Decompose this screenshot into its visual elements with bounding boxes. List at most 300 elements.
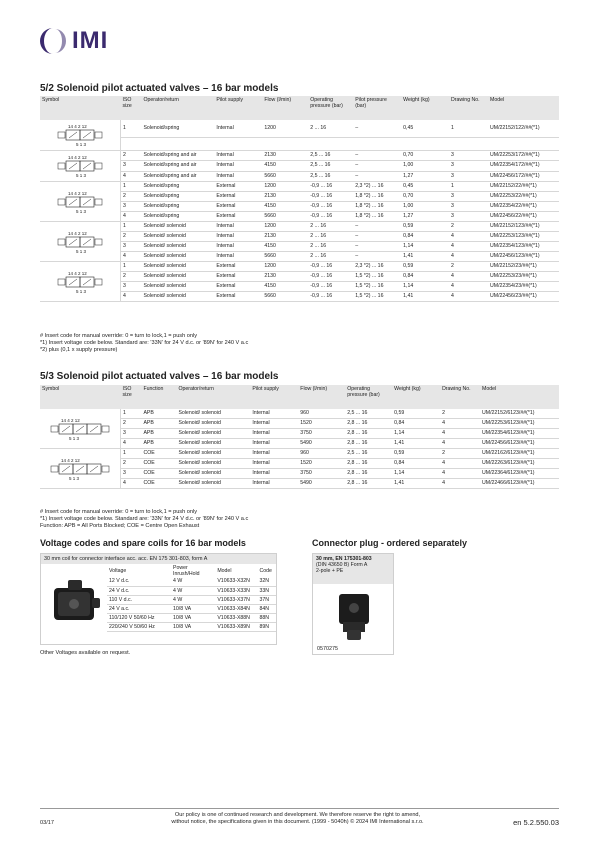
table-cell: Solenoid/ solenoid xyxy=(176,439,250,449)
table-cell: UM/22152/122/##(*1) xyxy=(488,120,559,138)
table-cell: UM/22253/6123/##(*1) xyxy=(480,419,559,429)
section1-title: 5/2 Solenoid pilot actuated valves – 16 bar models xyxy=(40,83,279,94)
table-cell: Solenoid/ solenoid xyxy=(141,252,214,262)
table-cell: UM/22354/23/##(*1) xyxy=(488,282,559,292)
symbol-cell xyxy=(40,449,121,489)
coil-cell: 10/8 VA xyxy=(171,604,215,613)
table-cell: Solenoid/ solenoid xyxy=(176,469,250,479)
footer-line1: Our policy is one of continued research and development. We therefore reserve the right to amend, xyxy=(174,812,421,818)
table-cell: 1,27 xyxy=(401,171,449,181)
table-cell: 2,3 *2) ... 16 xyxy=(353,182,401,192)
table-cell: UM/22263/6123/##(*1) xyxy=(480,459,559,469)
coil-cell: 37N xyxy=(257,595,276,604)
coil-cell: 24 V a.c. xyxy=(107,604,171,613)
table-cell: -0,9 ... 16 xyxy=(308,282,353,292)
table-cell: 1,14 xyxy=(392,429,440,439)
table-cell: 2130 xyxy=(262,151,308,161)
table-cell: 1,27 xyxy=(401,212,449,222)
note-line: *2) plus (0,1 x supply pressure) xyxy=(40,346,118,353)
table-cell: 0,59 xyxy=(392,409,440,419)
table-cell: 3 xyxy=(121,202,142,212)
plug-title: Connector plug - ordered separately xyxy=(312,538,468,548)
table-cell: Solenoid/ solenoid xyxy=(141,232,214,242)
table-cell: 2,5 ... 16 xyxy=(308,161,353,171)
table-cell: 1,8 *2) ... 16 xyxy=(353,202,401,212)
table-cell: 3 xyxy=(121,469,142,479)
table-cell: 4150 xyxy=(262,161,308,171)
table-cell: Internal xyxy=(250,419,298,429)
table-cell: Solenoid/ solenoid xyxy=(176,409,250,419)
table-cell: External xyxy=(214,192,262,202)
coil-row xyxy=(107,613,276,622)
coil-cell: 89N xyxy=(257,622,276,631)
table-cell: UM/22354/6123/##(*1) xyxy=(480,429,559,439)
table-cell: 1 xyxy=(449,120,488,138)
table-cell: Solenoid/spring xyxy=(141,120,214,138)
coil-col-header: Power Inrush/Hold xyxy=(173,565,200,577)
brand-name: IMI xyxy=(72,27,109,54)
table-cell: 2 xyxy=(121,272,142,282)
table-cell: External xyxy=(214,182,262,192)
coil-cell: 110/120 V 50/60 Hz xyxy=(107,613,171,622)
table-cell: 4 xyxy=(121,292,142,302)
table-cell: 4 xyxy=(440,419,480,429)
note-line: Function: APB = All Ports Blocked; COE = Centre Open Exhaust xyxy=(40,522,200,529)
table-cell: 1,41 xyxy=(401,292,449,302)
table-cell: Solenoid/ solenoid xyxy=(141,262,214,272)
table-cell: 4 xyxy=(121,212,142,222)
col-header: Function xyxy=(141,385,176,409)
table-cell: Solenoid/ solenoid xyxy=(141,242,214,252)
table-cell: Internal xyxy=(250,409,298,419)
table-cell: 5490 xyxy=(298,479,345,489)
table-cell: 0,84 xyxy=(392,459,440,469)
valve-symbol-icon xyxy=(40,227,120,257)
svg-text:5 1 3: 5 1 3 xyxy=(76,173,87,178)
svg-text:14 4 2 12: 14 4 2 12 xyxy=(68,124,87,129)
table-cell: 1200 xyxy=(262,120,308,138)
plug-line1: 30 mm, EN 175301-803 xyxy=(316,556,372,562)
table-cell: 2 xyxy=(121,232,142,242)
table-cell: -0,9 ... 16 xyxy=(308,262,353,272)
table-cell: 1,8 *2) ... 16 xyxy=(353,192,401,202)
table-cell: – xyxy=(353,161,401,171)
table-cell: Solenoid/ solenoid xyxy=(176,419,250,429)
symbol-cell xyxy=(40,262,121,302)
table-cell: UM/22152/23/##(*1) xyxy=(488,262,559,272)
footer-disclaimer xyxy=(0,812,595,826)
coil-cell: 24 V d.c. xyxy=(107,586,171,595)
table-cell: 2130 xyxy=(262,232,308,242)
table-cell: 2 xyxy=(440,449,480,459)
coil-cell: 88N xyxy=(257,613,276,622)
table-cell: – xyxy=(353,232,401,242)
coil-cell: V10633-X32N xyxy=(215,577,257,586)
svg-text:5 1 3: 5 1 3 xyxy=(69,435,80,441)
spacer-cell xyxy=(121,138,142,151)
valve-table-5-2 xyxy=(40,96,559,302)
spacer-cell xyxy=(141,138,214,151)
connector-plug-image xyxy=(317,586,391,644)
table-cell: 5660 xyxy=(262,212,308,222)
table-cell: 2130 xyxy=(262,192,308,202)
coil-table-header: 30 mm coil for connector interface acc. acc. EN 175 301-803, form A xyxy=(41,554,276,564)
table-cell: – xyxy=(353,242,401,252)
note-line: *1) Insert voltage code below. Standard are: '33N' for 24 V d.c. or '89N' for 240 V a.c xyxy=(40,339,249,346)
coil-cell: 4 W xyxy=(171,577,215,586)
table-cell: 1 xyxy=(121,120,142,138)
table-cell: – xyxy=(353,252,401,262)
symbol-cell xyxy=(40,222,121,262)
coil-cell: V10633-X89N xyxy=(215,622,257,631)
table-cell: 2,8 ... 16 xyxy=(345,469,392,479)
coils-note: Other Voltages available on request. xyxy=(40,650,131,656)
spacer-cell xyxy=(262,138,308,151)
valve-symbol-icon xyxy=(40,414,120,444)
table-cell: Solenoid/spring xyxy=(141,192,214,202)
coil-row xyxy=(107,595,276,604)
col-header: Flow (l/min) xyxy=(262,96,308,120)
table-cell: 2 ... 16 xyxy=(308,232,353,242)
table-cell: 5660 xyxy=(262,292,308,302)
table-cell: 0,45 xyxy=(401,120,449,138)
table-cell: 0,59 xyxy=(401,222,449,232)
col-header: Pilot supply xyxy=(214,96,262,120)
table-cell: COE xyxy=(141,449,176,459)
table-cell: Solenoid/ solenoid xyxy=(141,292,214,302)
table-cell: Solenoid/ solenoid xyxy=(141,222,214,232)
connector-plug-box xyxy=(312,553,394,655)
table-cell: 0,70 xyxy=(401,151,449,161)
valve-symbol-icon xyxy=(40,267,120,297)
table-cell: UM/22456/22/##(*1) xyxy=(488,212,559,222)
table-cell: Internal xyxy=(250,439,298,449)
coil-cell: 32N xyxy=(257,577,276,586)
table-cell: 5490 xyxy=(298,439,345,449)
coil-cell: 84N xyxy=(257,604,276,613)
table-cell: 0,59 xyxy=(401,262,449,272)
table-cell: 3 xyxy=(449,171,488,181)
table-cell: Solenoid/spring xyxy=(141,212,214,222)
table-cell: COE xyxy=(141,479,176,489)
table-cell: 4 xyxy=(121,439,142,449)
col-header: ISO size xyxy=(121,385,142,409)
col-header: Operating pressure (bar) xyxy=(308,96,353,120)
coil-table xyxy=(107,565,276,632)
spacer-cell xyxy=(353,138,401,151)
table-cell: Solenoid/ solenoid xyxy=(176,459,250,469)
table-cell: 4 xyxy=(449,252,488,262)
table-cell: UM/22354/123/##(*1) xyxy=(488,242,559,252)
table-cell: Solenoid/spring and air xyxy=(141,161,214,171)
col-header: Drawing No. xyxy=(440,385,480,409)
plug-line3: 2-pole + PE xyxy=(316,568,344,575)
table-cell: 1520 xyxy=(298,419,345,429)
table-cell: 4150 xyxy=(262,202,308,212)
table-cell: UM/22354/172/##(*1) xyxy=(488,161,559,171)
table-cell: 3 xyxy=(449,151,488,161)
table-cell: 3 xyxy=(121,161,142,171)
table-cell: 1 xyxy=(121,262,142,272)
table-cell: 2 xyxy=(121,459,142,469)
col-header: Pilot supply xyxy=(250,385,298,409)
col-header: Symbol xyxy=(40,96,121,120)
table-cell: 4 xyxy=(449,272,488,282)
col-header: Weight (kg) xyxy=(401,96,449,120)
table-cell: 1,8 *2) ... 16 xyxy=(353,212,401,222)
table-cell: UM/22253/172/##(*1) xyxy=(488,151,559,161)
valve-symbol-icon xyxy=(40,151,120,181)
svg-text:14 4 2 12: 14 4 2 12 xyxy=(68,155,87,160)
valve-symbol-icon xyxy=(40,187,120,217)
spacer-cell xyxy=(214,138,262,151)
table-cell: External xyxy=(214,272,262,282)
table-row xyxy=(40,449,559,459)
col-header: Operator/return xyxy=(176,385,250,409)
coil-cell: 4 W xyxy=(171,586,215,595)
table-cell: 0,84 xyxy=(401,232,449,242)
table-cell: Internal xyxy=(250,479,298,489)
table-cell: 0,59 xyxy=(392,449,440,459)
coil-cell: 12 V d.c. xyxy=(107,577,171,586)
col-header: ISO size xyxy=(121,96,142,120)
footer-divider xyxy=(40,808,559,809)
table-cell: 2 xyxy=(121,151,142,161)
plug-line2: (DIN 43650 B) Form A xyxy=(316,562,368,569)
coil-cell: 4 W xyxy=(171,595,215,604)
table-cell: Internal xyxy=(214,252,262,262)
svg-text:14 4 2 12: 14 4 2 12 xyxy=(68,270,87,276)
table-cell: Internal xyxy=(214,242,262,252)
svg-text:5 1 3: 5 1 3 xyxy=(69,475,80,481)
coil-cell: 110 V d.c. xyxy=(107,595,171,604)
table-cell: APB xyxy=(141,429,176,439)
col-header: Drawing No. xyxy=(449,96,488,120)
col-header: Pilot pressure (bar) xyxy=(353,96,401,120)
table-cell: 2,5 ... 16 xyxy=(308,171,353,181)
section1-notes xyxy=(40,333,248,353)
table-cell: -0,9 ... 16 xyxy=(308,202,353,212)
coil-cell: 33N xyxy=(257,586,276,595)
table-cell: 1200 xyxy=(262,222,308,232)
coil-cell: 10/8 VA xyxy=(171,622,215,631)
valve-table-5-3 xyxy=(40,385,559,489)
table-cell: 5660 xyxy=(262,171,308,181)
table-cell: APB xyxy=(141,409,176,419)
svg-text:5 1 3: 5 1 3 xyxy=(76,208,87,214)
table-cell: -0,9 ... 16 xyxy=(308,182,353,192)
table-cell: Internal xyxy=(214,222,262,232)
table-cell: 2 xyxy=(440,409,480,419)
table-cell: 4 xyxy=(121,252,142,262)
svg-text:5 1 3: 5 1 3 xyxy=(76,142,87,147)
table-cell: UM/22466/6123/##(*1) xyxy=(480,479,559,489)
table-cell: 2,8 ... 16 xyxy=(345,459,392,469)
table-cell: 4 xyxy=(121,171,142,181)
table-cell: 3 xyxy=(449,161,488,171)
table-cell: 4 xyxy=(440,459,480,469)
col-header: Symbol xyxy=(40,385,121,409)
table-cell: 2 xyxy=(449,262,488,272)
table-cell: 1,00 xyxy=(401,202,449,212)
table-cell: 1,5 *2) ... 16 xyxy=(353,272,401,282)
table-cell: 2,8 ... 16 xyxy=(345,429,392,439)
table-cell: 4 xyxy=(449,232,488,242)
table-cell: 1,41 xyxy=(401,252,449,262)
table-cell: UM/22152/123/##(*1) xyxy=(488,222,559,232)
table-cell: 1 xyxy=(121,222,142,232)
brand-logo xyxy=(40,26,108,56)
table-cell: UM/22162/6123/##(*1) xyxy=(480,449,559,459)
table-cell: 0,70 xyxy=(401,192,449,202)
table-cell: 2,8 ... 16 xyxy=(345,439,392,449)
table-cell: UM/22354/22/##(*1) xyxy=(488,202,559,212)
col-header: Model xyxy=(480,385,559,409)
plug-code: 0570275 xyxy=(317,646,338,652)
table-cell: 2 ... 16 xyxy=(308,252,353,262)
table-cell: -0,9 ... 16 xyxy=(308,192,353,202)
table-cell: 2,8 ... 16 xyxy=(345,479,392,489)
table-cell: Internal xyxy=(214,151,262,161)
valve-symbol-icon xyxy=(40,120,120,150)
table-cell: COE xyxy=(141,459,176,469)
coil-col-header: Model xyxy=(217,568,232,574)
symbol-cell xyxy=(40,151,121,182)
table-cell: 3 xyxy=(121,282,142,292)
table-cell: 2 ... 16 xyxy=(308,242,353,252)
spacer-cell xyxy=(401,138,449,151)
coil-cell: 10/8 VA xyxy=(171,613,215,622)
table-cell: -0,9 ... 16 xyxy=(308,292,353,302)
table-cell: Internal xyxy=(250,469,298,479)
table-cell: Solenoid/ solenoid xyxy=(141,282,214,292)
table-cell: 3 xyxy=(449,192,488,202)
table-cell: 960 xyxy=(298,409,345,419)
table-cell: 2,5 ... 16 xyxy=(345,449,392,459)
svg-text:5 1 3: 5 1 3 xyxy=(76,288,87,294)
footer-date: 03/17 xyxy=(40,820,54,826)
table-cell: 1,14 xyxy=(401,282,449,292)
table-cell: Internal xyxy=(214,120,262,138)
table-cell: 4 xyxy=(449,242,488,252)
table-cell: 1,14 xyxy=(401,242,449,252)
table-cell: UM/22152/6123/##(*1) xyxy=(480,409,559,419)
coil-cell: V10633-X88N xyxy=(215,613,257,622)
table-cell: 3 xyxy=(449,202,488,212)
table-cell: 1 xyxy=(121,449,142,459)
table-cell: Internal xyxy=(214,232,262,242)
table-cell: Solenoid/spring xyxy=(141,202,214,212)
table-cell: 1,5 *2) ... 16 xyxy=(353,282,401,292)
coil-col-header: Code xyxy=(259,568,272,574)
table-cell: 1,41 xyxy=(392,439,440,449)
coil-cell: V10633-X84N xyxy=(215,604,257,613)
table-cell: UM/22253/22/##(*1) xyxy=(488,192,559,202)
table-cell: 4 xyxy=(449,292,488,302)
table-cell: 1,14 xyxy=(392,469,440,479)
plug-description xyxy=(313,554,393,584)
table-cell: -0,9 ... 16 xyxy=(308,272,353,282)
col-header: Weight (kg) xyxy=(392,385,440,409)
table-cell: 3750 xyxy=(298,469,345,479)
table-cell: 3750 xyxy=(298,429,345,439)
table-cell: Internal xyxy=(250,459,298,469)
table-cell: UM/22456/6123/##(*1) xyxy=(480,439,559,449)
spacer-cell xyxy=(488,138,559,151)
coil-table-box xyxy=(40,553,277,645)
table-cell: UM/22152/22/##(*1) xyxy=(488,182,559,192)
coil-row xyxy=(107,586,276,595)
table-cell: Solenoid/spring xyxy=(141,182,214,192)
table-cell: External xyxy=(214,282,262,292)
table-cell: 0,84 xyxy=(401,272,449,282)
table-cell: 4 xyxy=(440,479,480,489)
table-cell: APB xyxy=(141,439,176,449)
svg-text:14 4 2 12: 14 4 2 12 xyxy=(68,230,87,236)
svg-text:5 1 3: 5 1 3 xyxy=(76,248,87,254)
table-cell: External xyxy=(214,202,262,212)
coil-col-header: Voltage xyxy=(109,568,127,574)
table-cell: 2,3 *2) ... 16 xyxy=(353,262,401,272)
solenoid-coil-image xyxy=(48,576,104,630)
table-cell: External xyxy=(214,212,262,222)
table-cell: 2,5 ... 16 xyxy=(345,409,392,419)
table-cell: 4150 xyxy=(262,282,308,292)
table-cell: External xyxy=(214,292,262,302)
table-cell: APB xyxy=(141,419,176,429)
table-cell: 4 xyxy=(440,439,480,449)
table-cell: 960 xyxy=(298,449,345,459)
table-row xyxy=(40,182,559,192)
table-cell: 2130 xyxy=(262,272,308,282)
table-cell: 1,41 xyxy=(392,479,440,489)
imi-logo-icon xyxy=(40,26,66,56)
svg-text:14 4 2 12: 14 4 2 12 xyxy=(61,417,80,423)
table-cell: 3 xyxy=(121,242,142,252)
table-cell: 4 xyxy=(440,469,480,479)
table-cell: 2 xyxy=(449,222,488,232)
coil-row xyxy=(107,604,276,613)
table-cell: 3 xyxy=(121,429,142,439)
table-cell: 3 xyxy=(449,212,488,222)
table-cell: -0,9 ... 16 xyxy=(308,212,353,222)
table-cell: UM/22456/123/##(*1) xyxy=(488,252,559,262)
table-cell: Internal xyxy=(250,429,298,439)
footer-doc-number: en 5.2.550.03 xyxy=(513,818,559,827)
note-line: # Insert code for manual override: 0 = turn to lock,1 = push only xyxy=(40,509,198,515)
table-cell: Solenoid/ solenoid xyxy=(141,272,214,282)
section2-notes xyxy=(40,509,248,529)
table-cell: 2 xyxy=(121,192,142,202)
coil-cell: V10633-X33N xyxy=(215,586,257,595)
table-cell: Internal xyxy=(250,449,298,459)
table-row xyxy=(40,120,559,138)
table-cell: 4 xyxy=(121,479,142,489)
table-cell: – xyxy=(353,171,401,181)
table-row xyxy=(40,409,559,419)
col-header: Operating pressure (bar) xyxy=(345,385,392,409)
coil-cell: 220/240 V 50/60 Hz xyxy=(107,622,171,631)
table-cell: 2,5 ... 16 xyxy=(308,151,353,161)
table-cell: 1 xyxy=(121,409,142,419)
section2-title: 5/3 Solenoid pilot actuated valves – 16 bar models xyxy=(40,371,279,382)
table-row xyxy=(40,262,559,272)
coil-cell: V10633-X37N xyxy=(215,595,257,604)
table-cell: 1 xyxy=(449,182,488,192)
col-header: Operator/return xyxy=(141,96,214,120)
svg-text:14 4 2 12: 14 4 2 12 xyxy=(68,190,87,196)
valve-symbol-icon xyxy=(40,454,120,484)
